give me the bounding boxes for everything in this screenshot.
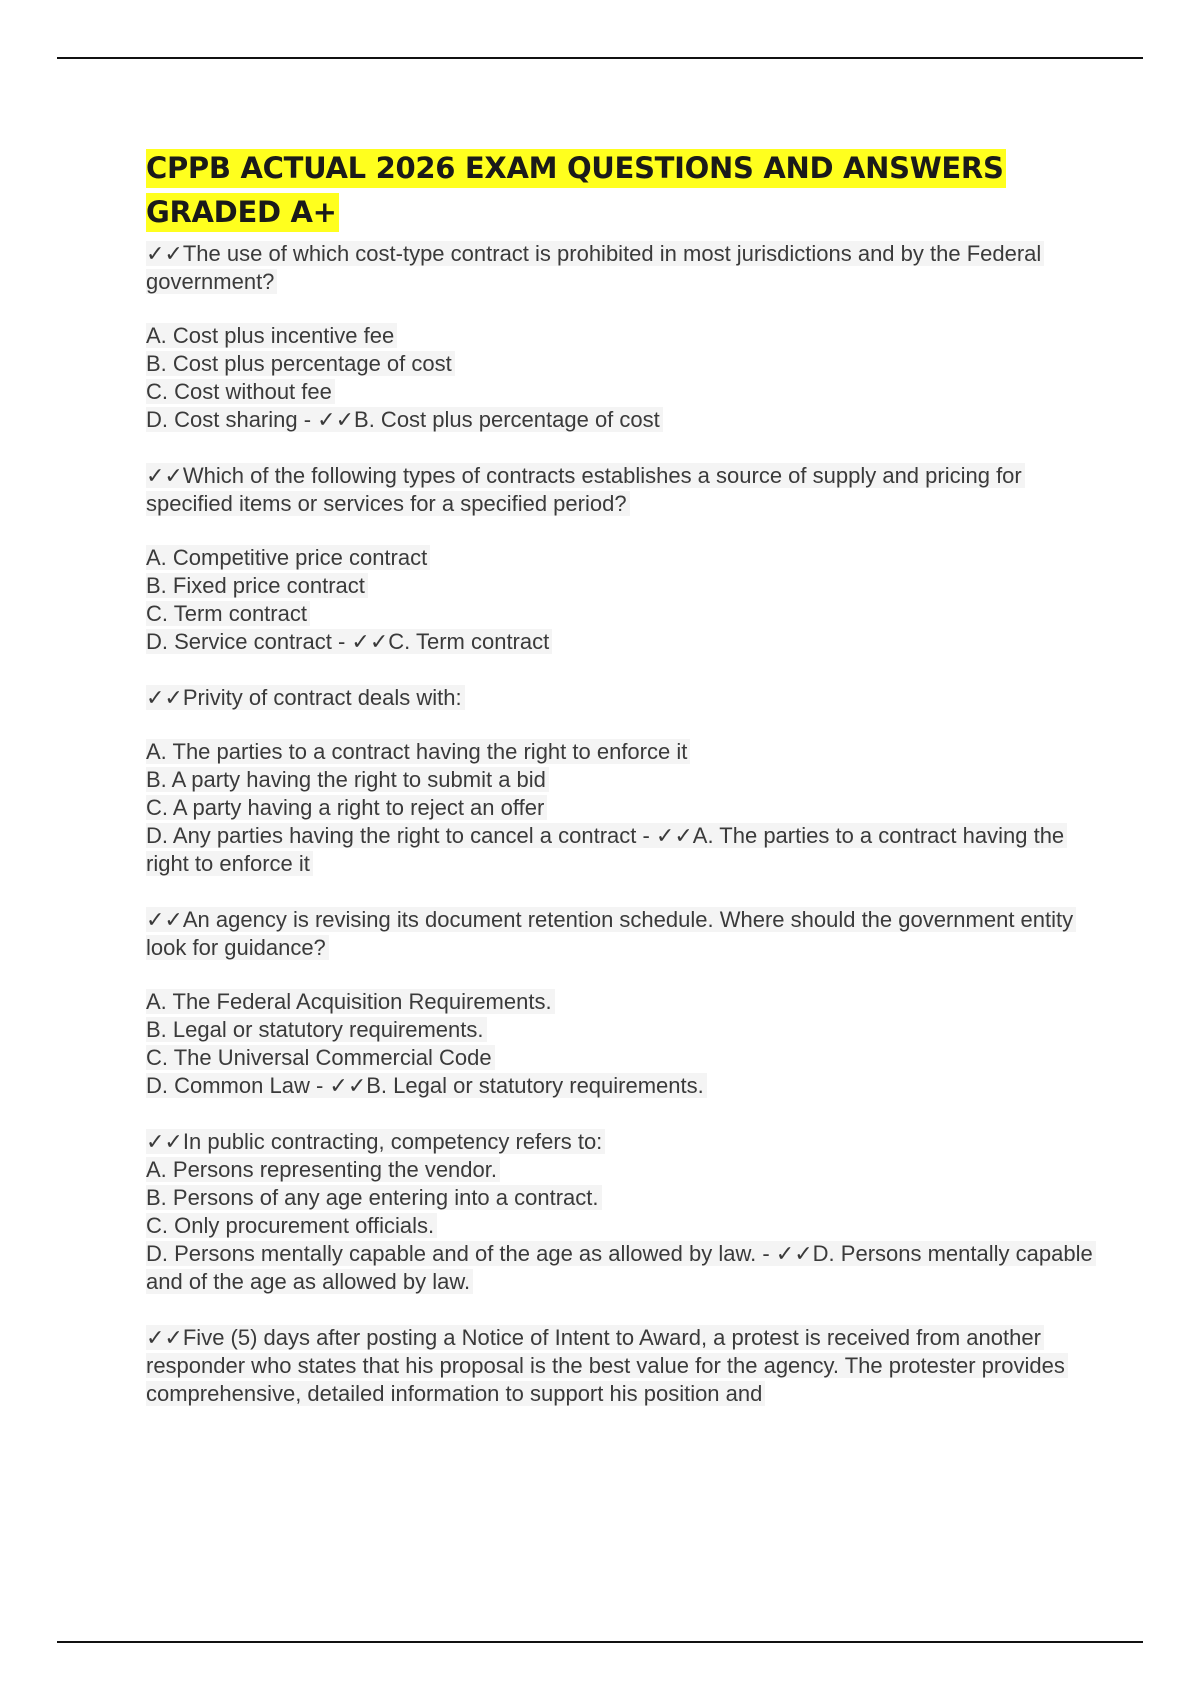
option-item: A. Cost plus incentive fee — [146, 322, 1106, 350]
options-list — [146, 544, 1106, 656]
options-list — [146, 738, 1106, 878]
option-answer: D. Any parties having the right to cancel a contract - ✓✓A. The parties to a contract having the right to enforce it — [146, 822, 1106, 878]
question-text: ✓✓Privity of contract deals with: — [146, 684, 1106, 712]
option-item: C. Only procurement officials. — [146, 1212, 1106, 1240]
option-answer: D. Service contract - ✓✓C. Term contract — [146, 628, 1106, 656]
question-text: ✓✓An agency is revising its document retention schedule. Where should the government entity look for guidance? — [146, 906, 1106, 962]
question-text: ✓✓Which of the following types of contracts establishes a source of supply and pricing for specified items or services for a specified period? — [146, 462, 1106, 518]
option-item: B. Legal or statutory requirements. — [146, 1016, 1106, 1044]
bottom-rule — [57, 1641, 1143, 1643]
question-block — [146, 1128, 1106, 1296]
question-text: ✓✓In public contracting, competency refers to: — [146, 1128, 1106, 1156]
options-list — [146, 1156, 1106, 1296]
option-item: C. Term contract — [146, 600, 1106, 628]
options-list — [146, 322, 1106, 434]
option-item: A. Competitive price contract — [146, 544, 1106, 572]
option-item: B. A party having the right to submit a bid — [146, 766, 1106, 794]
question-block — [146, 240, 1106, 434]
option-item: A. Persons representing the vendor. — [146, 1156, 1106, 1184]
option-answer: D. Persons mentally capable and of the age as allowed by law. - ✓✓D. Persons mentally capable and of the age as allowed by law. — [146, 1240, 1106, 1296]
option-item: B. Persons of any age entering into a contract. — [146, 1184, 1106, 1212]
question-block — [146, 1324, 1106, 1408]
top-rule — [57, 57, 1143, 59]
option-item: C. The Universal Commercial Code — [146, 1044, 1106, 1072]
option-answer: D. Cost sharing - ✓✓B. Cost plus percentage of cost — [146, 406, 1106, 434]
option-item: B. Cost plus percentage of cost — [146, 350, 1106, 378]
document-body — [146, 146, 1106, 1408]
question-block — [146, 684, 1106, 878]
question-text: ✓✓Five (5) days after posting a Notice of Intent to Award, a protest is received from another responder who states that his proposal is the best value for the agency. The protester provides comprehensive, detailed information to support his position and — [146, 1324, 1106, 1408]
option-item: C. A party having a right to reject an offer — [146, 794, 1106, 822]
document-title — [146, 146, 1106, 234]
title-highlight: CPPB ACTUAL 2026 EXAM QUESTIONS AND ANSWERS GRADED A+ — [146, 149, 1006, 232]
question-text: ✓✓The use of which cost-type contract is prohibited in most jurisdictions and by the Federal government? — [146, 240, 1106, 296]
question-block — [146, 906, 1106, 1100]
option-item: A. The Federal Acquisition Requirements. — [146, 988, 1106, 1016]
option-answer: D. Common Law - ✓✓B. Legal or statutory requirements. — [146, 1072, 1106, 1100]
option-item: A. The parties to a contract having the right to enforce it — [146, 738, 1106, 766]
option-item: B. Fixed price contract — [146, 572, 1106, 600]
question-block — [146, 462, 1106, 656]
options-list — [146, 988, 1106, 1100]
option-item: C. Cost without fee — [146, 378, 1106, 406]
